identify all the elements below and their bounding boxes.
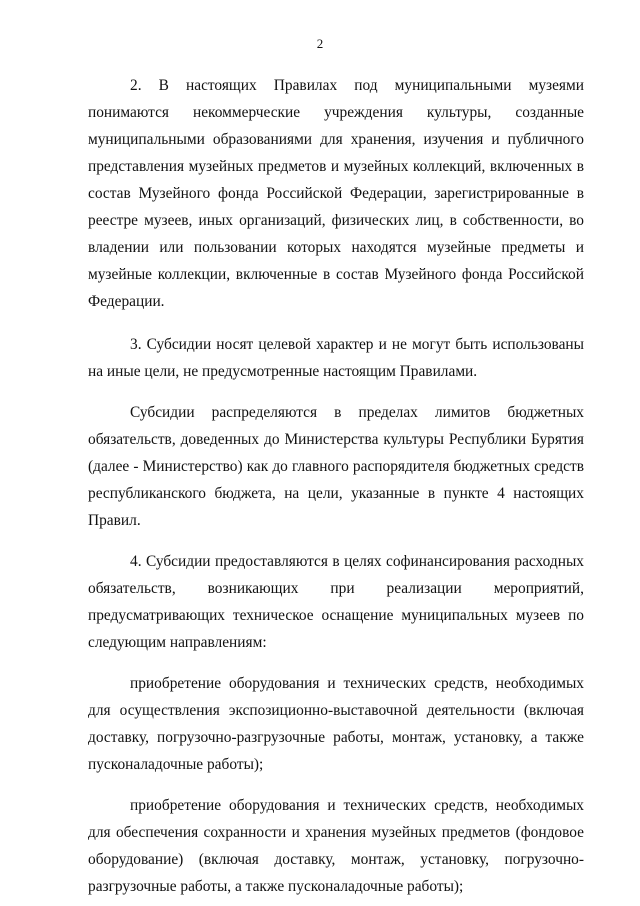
page-number: 2 [316, 36, 324, 51]
paragraph-subsidy-distribution: Субсидии распределяются в пределах лимитов бюджетных обязательств, доведенных до Министерства культуры Республики Бурятия (далее - Министерство) как до главного распорядителя бюджетных средств республиканского бюджета, на цели, указанные в пункте 4 настоящих Правил. [88, 404, 584, 529]
list-item-exhibition-equipment: приобретение оборудования и технических средств, необходимых для осуществления экспозиционно-выставочной деятельности (включая доставку, погрузочно-разгрузочные работы, монтаж, установку, а также пусконаладочные работы); [88, 675, 584, 773]
paragraph-3-purpose: 3. Субсидии носят целевой характер и не могут быть использованы на иные цели, не предусмотренные настоящим Правилами. [88, 336, 584, 380]
list-item-storage-equipment: приобретение оборудования и технических средств, необходимых для обеспечения сохранности и хранения музейных предметов (фондовое оборудование) (включая доставку, монтаж, установку, погрузочно-разгрузочные работы, а также пусконаладочные работы); [88, 797, 584, 895]
paragraph-4-directions: 4. Субсидии предоставляются в целях софинансирования расходных обязательств, возникающих при реализации мероприятий, предусматривающих техническое оснащение муниципальных музеев по следующим направлениям: [88, 553, 584, 651]
document-body [88, 72, 584, 900]
paragraph-2-definition: 2. В настоящих Правилах под муниципальными музеями понимаются некоммерческие учреждения культуры, созданные муниципальными образованиями для хранения, изучения и публичного представления музейных предметов и музейных коллекций, включенных в состав Музейного фонда Российской Федерации, зарегистрированные в реестре музеев, иных организаций, физических лиц, в собственности, во владении или пользовании которых находятся музейные предметы и музейные коллекции, включенные в состав Музейного фонда Российской Федерации. [88, 77, 584, 310]
